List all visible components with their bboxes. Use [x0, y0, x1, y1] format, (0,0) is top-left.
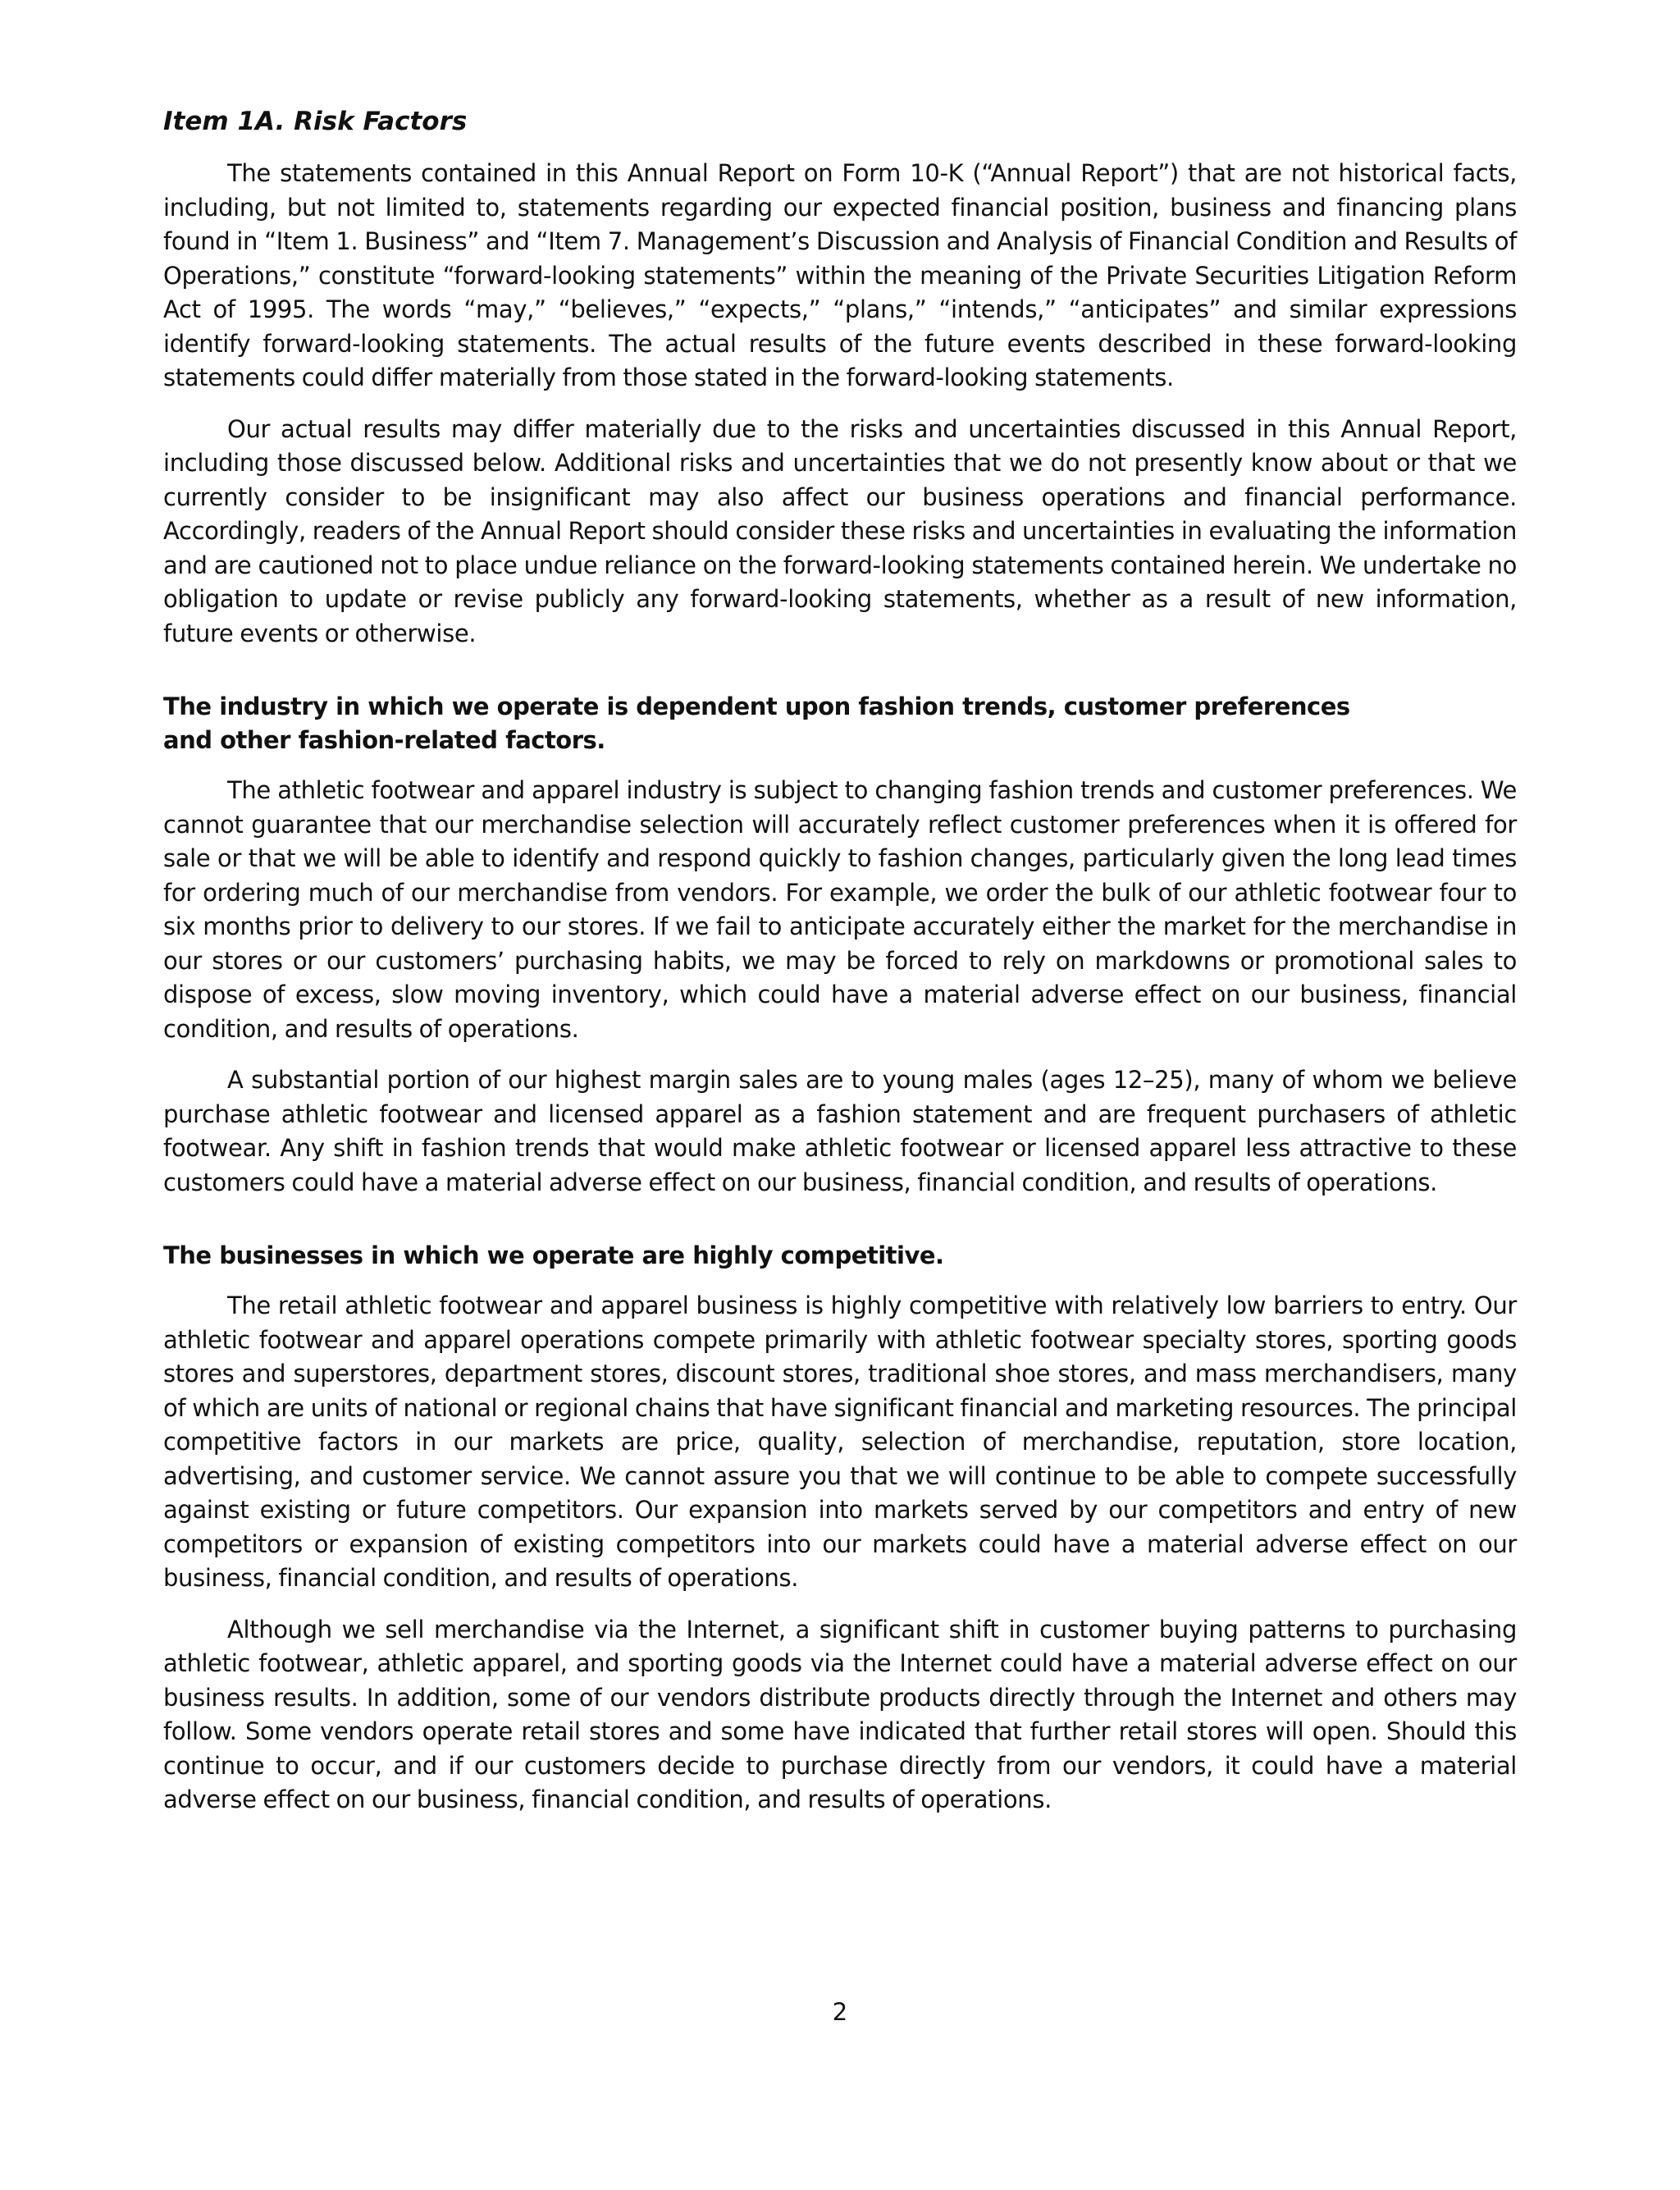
page-number: 2	[832, 1998, 848, 2026]
risk-competition-paragraph-1: The retail athletic footwear and apparel business is highly competitive with relatively low barriers to entry. Our athletic footwear and apparel operations compete primarily with athletic footwear specialty stores, sporting goods stores and superstores, department stores, discount stores, traditional shoe stores, and mass merchandisers, many of which are units of national or regional chains that have significant financial and marketing resources. The principal competitive factors in our markets are price, quality, selection of merchandise, reputation, store location, advertising, and customer service. We cannot assure you that we will continue to be able to compete successfully against existing or future competitors. Our expansion into markets served by our competitors and entry of new competitors or expansion of existing competitors into our markets could have a material adverse effect on our business, financial condition, and results of operations.	[163, 1292, 1517, 1592]
section-title: Item 1A. Risk Factors	[163, 107, 468, 136]
document-page	[163, 105, 1517, 1835]
risk-fashion-paragraph-1: The athletic footwear and apparel industry is subject to changing fashion trends and customer preferences. We cannot guarantee that our merchandise selection will accurately reflect customer preferences when it is offered for sale or that we will be able to identify and respond quickly to fashion changes, particularly given the long lead times for ordering much of our merchandise from vendors. For example, we order the bulk of our athletic footwear four to six months prior to delivery to our stores. If we fail to anticipate accurately either the market for the merchandise in our stores or our customers’ purchasing habits, we may be forced to rely on markdowns or promotional sales to dispose of excess, slow moving inventory, which could have a material adverse effect on our business, financial condition, and results of operations.	[163, 776, 1517, 1043]
intro-paragraph-1: The statements contained in this Annual Report on Form 10-K (“Annual Report”) that are not historical facts, including, but not limited to, statements regarding our expected financial position, business and financing plans found in “Item 1. Business” and “Item 7. Management’s Discussion and Analysis of Financial Condition and Results of Operations,” constitute “forward-looking statements” within the meaning of the Private Securities Litigation Reform Act of 1995. The words “may,” “believes,” “expects,” “plans,” “intends,” “anticipates” and similar expressions identify forward-looking statements. The actual results of the future events described in these forward-looking statements could differ materially from those stated in the forward-looking statements.	[163, 159, 1517, 391]
risk-heading-competition: The businesses in which we operate are highly competitive.	[163, 1241, 944, 1269]
risk-fashion-paragraph-2: A substantial portion of our highest margin sales are to young males (ages 12–25), many of whom we believe purchase athletic footwear and licensed apparel as a fashion statement and are frequent purchasers of athletic footwear. Any shift in fashion trends that would make athletic footwear or licensed apparel less attractive to these customers could have a material adverse effect on our business, financial condition, and results of operations.	[163, 1066, 1517, 1196]
intro-paragraph-2: Our actual results may differ materially due to the risks and uncertainties discussed in this Annual Report, including those discussed below. Additional risks and uncertainties that we do not presently know about or that we currently consider to be insignificant may also affect our business operations and financial performance. Accordingly, readers of the Annual Report should consider these risks and uncertainties in evaluating the information and are cautioned not to place undue reliance on the forward-looking statements contained herein. We undertake no obligation to update or revise publicly any forward-looking statements, whether as a result of new information, future events or otherwise.	[163, 414, 1517, 647]
risk-competition-paragraph-2: Although we sell merchandise via the Internet, a significant shift in customer buying patterns to purchasing athletic footwear, athletic apparel, and sporting goods via the Internet could have a material adverse effect on our business results. In addition, some of our vendors distribute products directly through the Internet and others may follow. Some vendors operate retail stores and some have indicated that further retail stores will open. Should this continue to occur, and if our customers decide to purchase directly from our vendors, it could have a material adverse effect on our business, financial condition, and results of operations.	[163, 1615, 1517, 1813]
risk-heading-fashion: The industry in which we operate is dependent upon fashion trends, customer preferences and other fashion-related factors.	[163, 693, 1350, 754]
